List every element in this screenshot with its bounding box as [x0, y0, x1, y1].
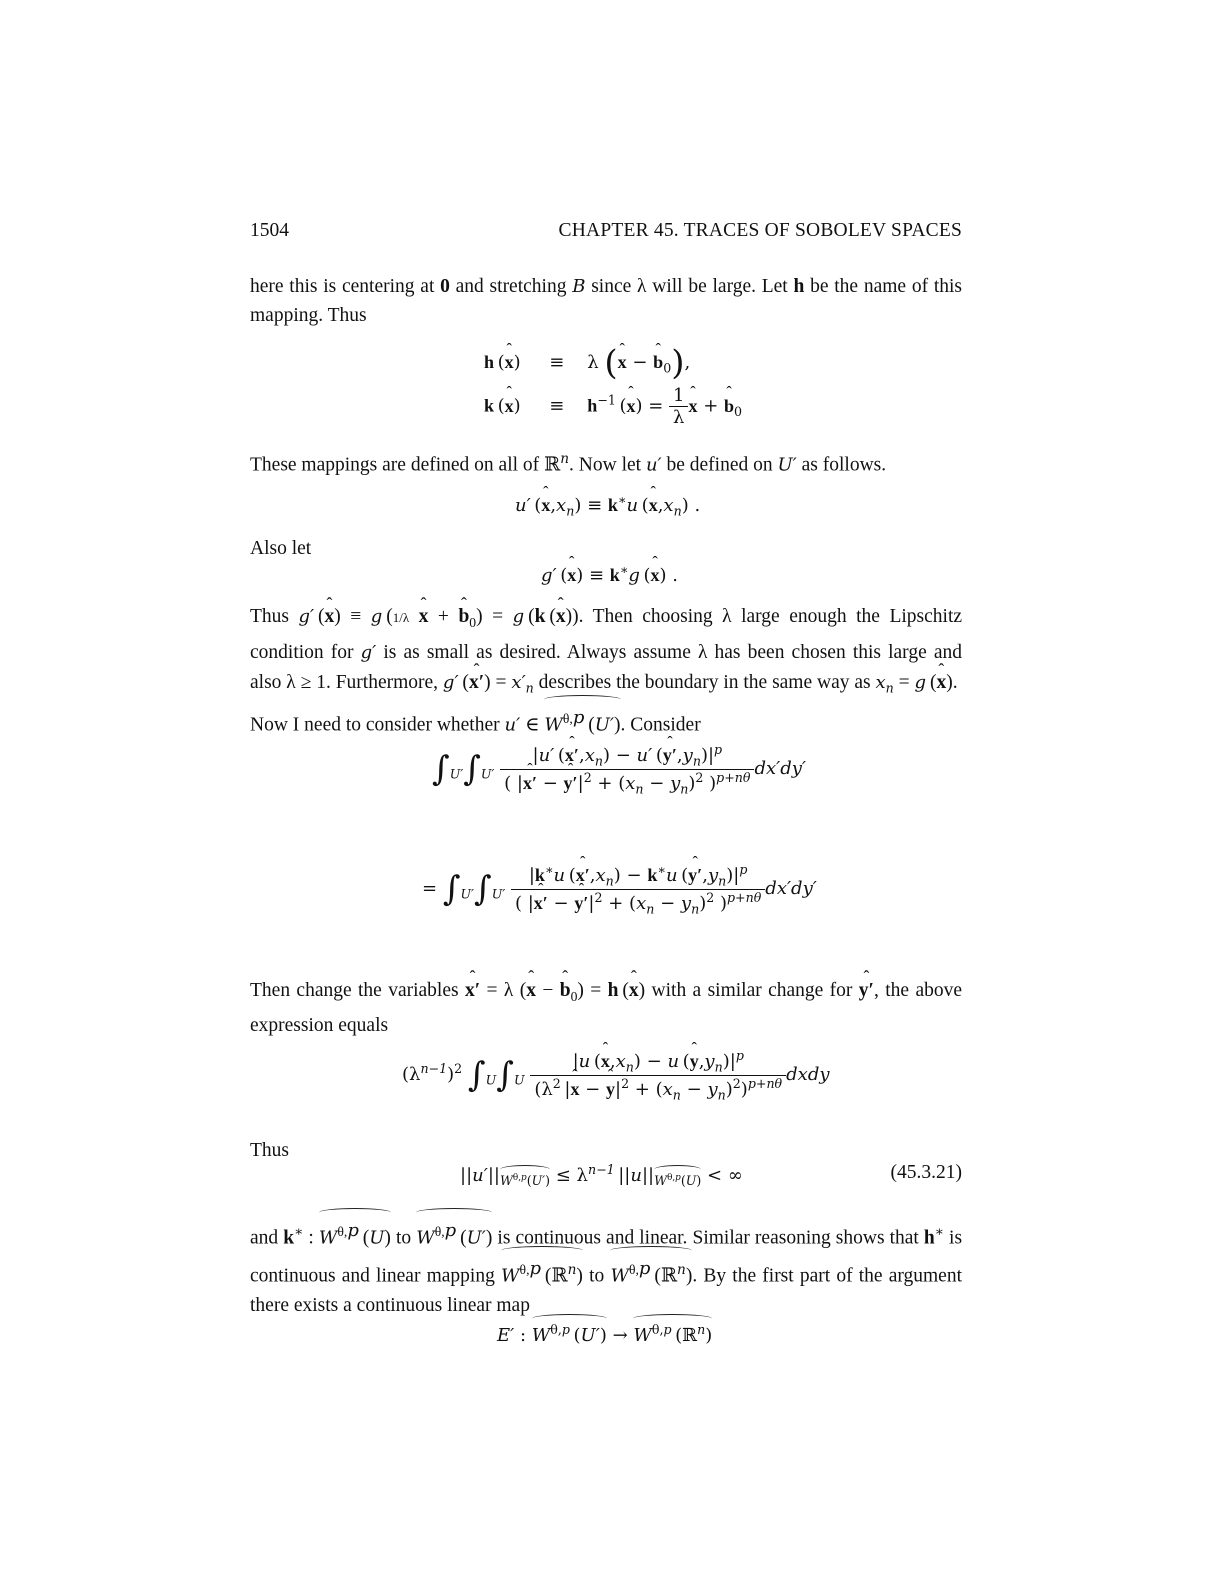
equation-k-definition: k (ˆ x) ≡ $h^{-1}$ (ˆ x) = $\frac{1}{\lambda}$ ˆ x + ˆ $b_0$: [484, 385, 742, 428]
equation-integral-1: $\int_{U'}\int_{U'}$ $\frac{|u' (ˆ x',x_n) - u' (ˆ y',y_n)|^p}{( |ˆ x' - ˆ y'|^2 + (x_n - y_n)^2 )^{p+n\theta}}$ dx′dy′: [432, 742, 806, 796]
running-title: CHAPTER 45. TRACES OF SOBOLEV SPACES: [558, 220, 962, 241]
equation-extension-map: E′ : $W^{\theta,p}$ $(U') \to W^{\theta,p}$ (ℝ$^n$): [497, 1322, 713, 1346]
equation-u-prime: u′ (ˆ $x,x_n) \equiv k^∗u$ (ˆ $x,x_n$) .: [515, 492, 700, 519]
paragraph-3: Also let: [250, 538, 312, 559]
equation-norm-inequality: $||u'||_{W^{\theta,p}(U')} \le \lambda^{n-1}$ $||u||_{W^{\theta,p}(U)}$ < ∞: [460, 1162, 743, 1189]
equation-g-prime: g′ (ˆ x) ≡ k∗g (ˆ x) .: [541, 562, 678, 586]
paragraph-6: Thus: [250, 1140, 289, 1161]
paragraph-5: Then change the variables ˆ x′ = λ (ˆ x − ˆ $b_0) = h$ (ˆ x) with a similar change for ˆ y′, the above expression equals: [250, 976, 962, 1040]
paragraph-7: and k∗ : $W^{\theta,p}$ (U) to $W^{\theta,p}$ (U′) is continuous and linear. Similar reasoning shows that h∗ is continuous and linear mapping $W^{\theta,p}$ (ℝ$^n$) to $W^{\theta,p}$ (ℝ$^n$). By the first part of the argument there exists a continuous linear map: [250, 1216, 962, 1321]
equation-integral-2: = $\int_{U'}\int_{U'}$ $\frac{|k^∗u (ˆ x',x_n) - k^∗u (ˆ y',y_n)|^p}{( |ˆ x' - ˆ y'|^2 + (x_n - y_n)^2 )^{p+n\theta}}$ dx′dy′: [422, 862, 817, 916]
equation-integral-3: $(\lambda^{n-1})^2$ $\int_U\int_U$ $\frac{|u (ˆ x,x_n) - u (ˆ y,y_n)|^p}{(\lambda^2 |ˆ x - ˆ y|^2 + (x_n - y_n)^2)^{p+n\theta}}$ dxdy: [402, 1048, 830, 1102]
paragraph-4: Thus g′ (ˆ x) ≡ g (1/λ ˆ x + ˆ $b_0) = g$ (k (ˆ x)). Then choosing λ large enough the Lipschitz condition for g′ is as small as desired. Always assume λ has been chosen this large and also λ ≥ 1. Furthermore, g′ (ˆ $x') = x'_n$ describes the boundary in the same way as $x_n = g$ (ˆ x). Now I need to consider whether u′ ∈ $W^{\theta,p}$ (U′). Consider: [250, 602, 962, 741]
page-number: 1504: [250, 220, 289, 241]
equation-number: (45.3.21): [890, 1162, 962, 1183]
equation-h-definition: h (ˆ x) ≡ λ (ˆ x − ˆ $b_0$),: [484, 343, 690, 383]
paragraph-2: These mappings are defined on all of ℝ$^n$. Now let u′ be defined on U′ as follows.: [250, 451, 887, 476]
paragraph-1: here this is centering at 0 and stretching B since λ will be large. Let h be the name of this mapping. Thus: [250, 276, 962, 326]
